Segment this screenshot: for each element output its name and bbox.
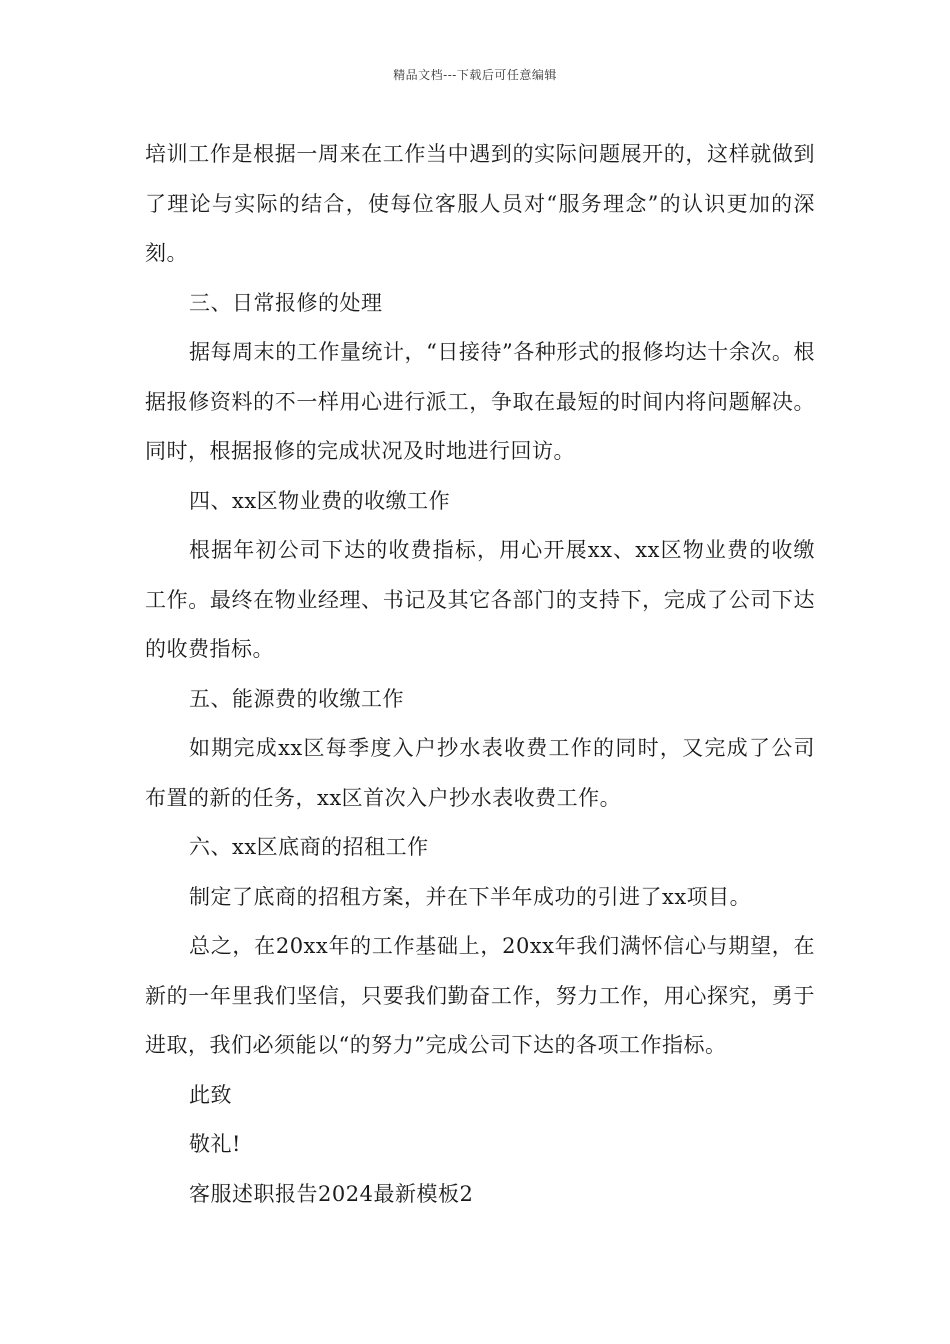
closing-jingli: 敬礼! bbox=[189, 1132, 241, 1156]
next-section-title: 客服述职报告2024最新模板2 bbox=[189, 1181, 474, 1206]
paragraph-leasing: 制定了底商的招租方案，并在下半年成功的引进了xx项目。 bbox=[189, 884, 752, 909]
heading-property-fee: 四、xx区物业费的收缴工作 bbox=[189, 488, 451, 513]
paragraph-summary: 总之，在20xx年的工作基础上，20xx年我们满怀信心与期望，在新的一年里我们坚信，只要我们勤奋工作，努力工作，用心探究，勇于进取，我们必须能以“的努力”完成公司下达的各项工作指标。 bbox=[145, 934, 815, 1057]
document-body bbox=[145, 130, 815, 1219]
page-header: 精品文档---下载后可任意编辑 bbox=[393, 68, 557, 82]
paragraph-repair-handling: 据每周末的工作量统计，“日接待”各种形式的报修均达十余次。根据报修资料的不一样用心进行派工，争取在最短的时间内将问题解决。同时，根据报修的完成状况及时地进行回访。 bbox=[145, 340, 815, 463]
heading-repair-handling: 三、日常报修的处理 bbox=[189, 290, 383, 315]
closing-cizhi: 此致 bbox=[189, 1082, 232, 1107]
paragraph-property-fee: 根据年初公司下达的收费指标，用心开展xx、xx区物业费的收缴工作。最终在物业经理、书记及其它各部门的支持下，完成了公司下达的收费指标。 bbox=[145, 538, 815, 661]
heading-leasing: 六、xx区底商的招租工作 bbox=[189, 835, 429, 859]
paragraph-training: 培训工作是根据一周来在工作当中遇到的实际问题展开的，这样就做到了理论与实际的结合，使每位客服人员对“服务理念”的认识更加的深刻。 bbox=[145, 142, 815, 265]
heading-energy-fee: 五、能源费的收缴工作 bbox=[189, 686, 404, 711]
paragraph-energy-fee: 如期完成xx区每季度入户抄水表收费工作的同时，又完成了公司布置的新的任务，xx区首次入户抄水表收费工作。 bbox=[145, 736, 815, 810]
